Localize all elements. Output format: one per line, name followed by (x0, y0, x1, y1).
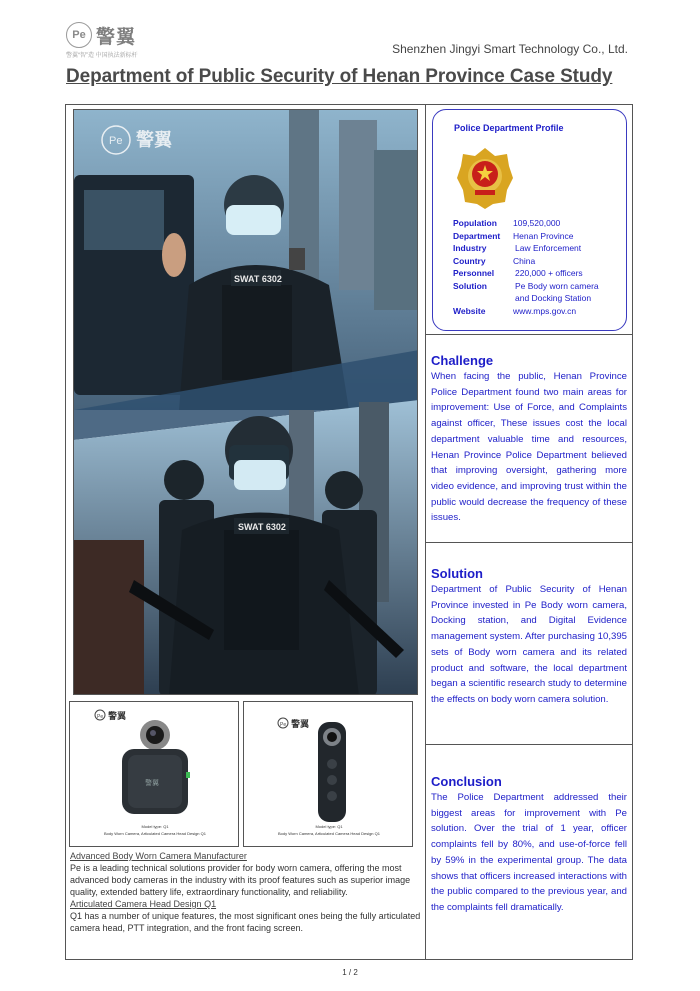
vest-label-top: SWAT 6302 (234, 274, 282, 284)
flower-bed (74, 540, 144, 695)
conclusion-title: Conclusion (431, 774, 502, 789)
section-divider (425, 334, 633, 335)
product-2-model: Model type: Q1 (315, 824, 343, 829)
solution-title: Solution (431, 566, 483, 581)
police-officers-photo (73, 109, 418, 695)
company-name: Shenzhen Jingyi Smart Technology Co., Ltd. (392, 42, 628, 56)
product-summary (70, 850, 422, 934)
product-1-model: Model type: Q1 (141, 824, 169, 829)
logo-tagline: 警翼“智”造 中国执法新标杆 (66, 53, 138, 59)
product-1-caption: Body Worn Camera, Articulated Camera Head Design Q1 (104, 831, 206, 836)
column-divider (425, 104, 426, 960)
tactical-vest (222, 285, 292, 380)
body-worn-camera (289, 248, 305, 270)
challenge-text: When facing the public, Henan Province Police Department found two main areas for improvement: Use of Force, and Complaints against officer, These issues cost the local department valuable time and resources, Henan Province Police Department believed that improving oversight, gathering more video evidence, and improving trust within the public would decrease the frequency of these issues. (431, 371, 627, 524)
summary-heading-1: Advanced Body Worn Camera Manufacturer (70, 851, 247, 861)
company-logo (66, 22, 186, 58)
page-title: Department of Public Security of Henan Province Case Study (66, 66, 613, 87)
challenge-title: Challenge (431, 353, 494, 368)
product-image-1 (69, 701, 239, 847)
summary-text-1: Pe is a leading technical solutions provider for body worn camera, offering the most advanced body cameras in the industry with its proof features such as superior image quality, extended battery life, extraordinary functionality, and reliability. (70, 863, 411, 897)
police-profile-card: Police Department Profile Population 109,520,000 Department Henan Province Industry Law Enforcement Country China Personnel 220,000 + officers Solution Pe Body worn camera and Docking Station Website www.mps.gov.cn (432, 109, 627, 331)
profile-title: Police Department Profile (454, 123, 564, 133)
face-mask (226, 205, 281, 235)
summary-heading-2: Articulated Camera Head Design Q1 (70, 899, 217, 909)
product-1-logo-name: 警翼 (108, 711, 127, 721)
product-image-2 (243, 701, 413, 847)
section-divider (425, 744, 633, 745)
section-divider (425, 542, 633, 543)
conclusion-text: The Police Department addressed their biggest areas for improvement with Pe solution. Over the trial of 1 year, officer complaints fell by 80%, and use-of-force fell by 59% in the experimental group. The data shows that officers increased interactions with the public compared to the previous year, and the complaints fell dramatically. (431, 792, 627, 913)
product-2-caption: Body Worn Camera, Articulated Camera Head Design Q1 (278, 831, 380, 836)
police-badge-icon (455, 146, 515, 210)
summary-text-2: Q1 has a number of unique features, the most significant ones being the fully articulated camera head, PTT integration, and the front facing screen. (70, 911, 421, 933)
product-2-logo-name: 警翼 (291, 719, 310, 729)
watermark-name: 警翼 (136, 130, 172, 150)
device-brand: 警翼 (145, 780, 159, 787)
conclusion-section (431, 774, 627, 916)
logo-mark: Pe (66, 22, 92, 48)
challenge-section (431, 353, 627, 526)
thumbs-up-hand (162, 233, 186, 277)
solution-text: Department of Public Security of Henan Province invested in Pe Body worn camera, Docking station, and Digital Evidence management system. After purchasing 10,395 sets of Body worn camera and its related product and software, the local department began a scientific research study to determine the effects on body worn camera solution. (431, 584, 627, 705)
logo-chinese-name: 警翼 (96, 27, 137, 48)
solution-section (431, 566, 627, 708)
product-1-logo-mark: Pe (97, 714, 104, 720)
watermark-mark: Pe (109, 135, 123, 147)
vest-label-bottom: SWAT 6302 (238, 522, 286, 532)
product-2-logo-mark: Pe (280, 722, 287, 728)
page-number: 1 / 2 (342, 968, 358, 977)
